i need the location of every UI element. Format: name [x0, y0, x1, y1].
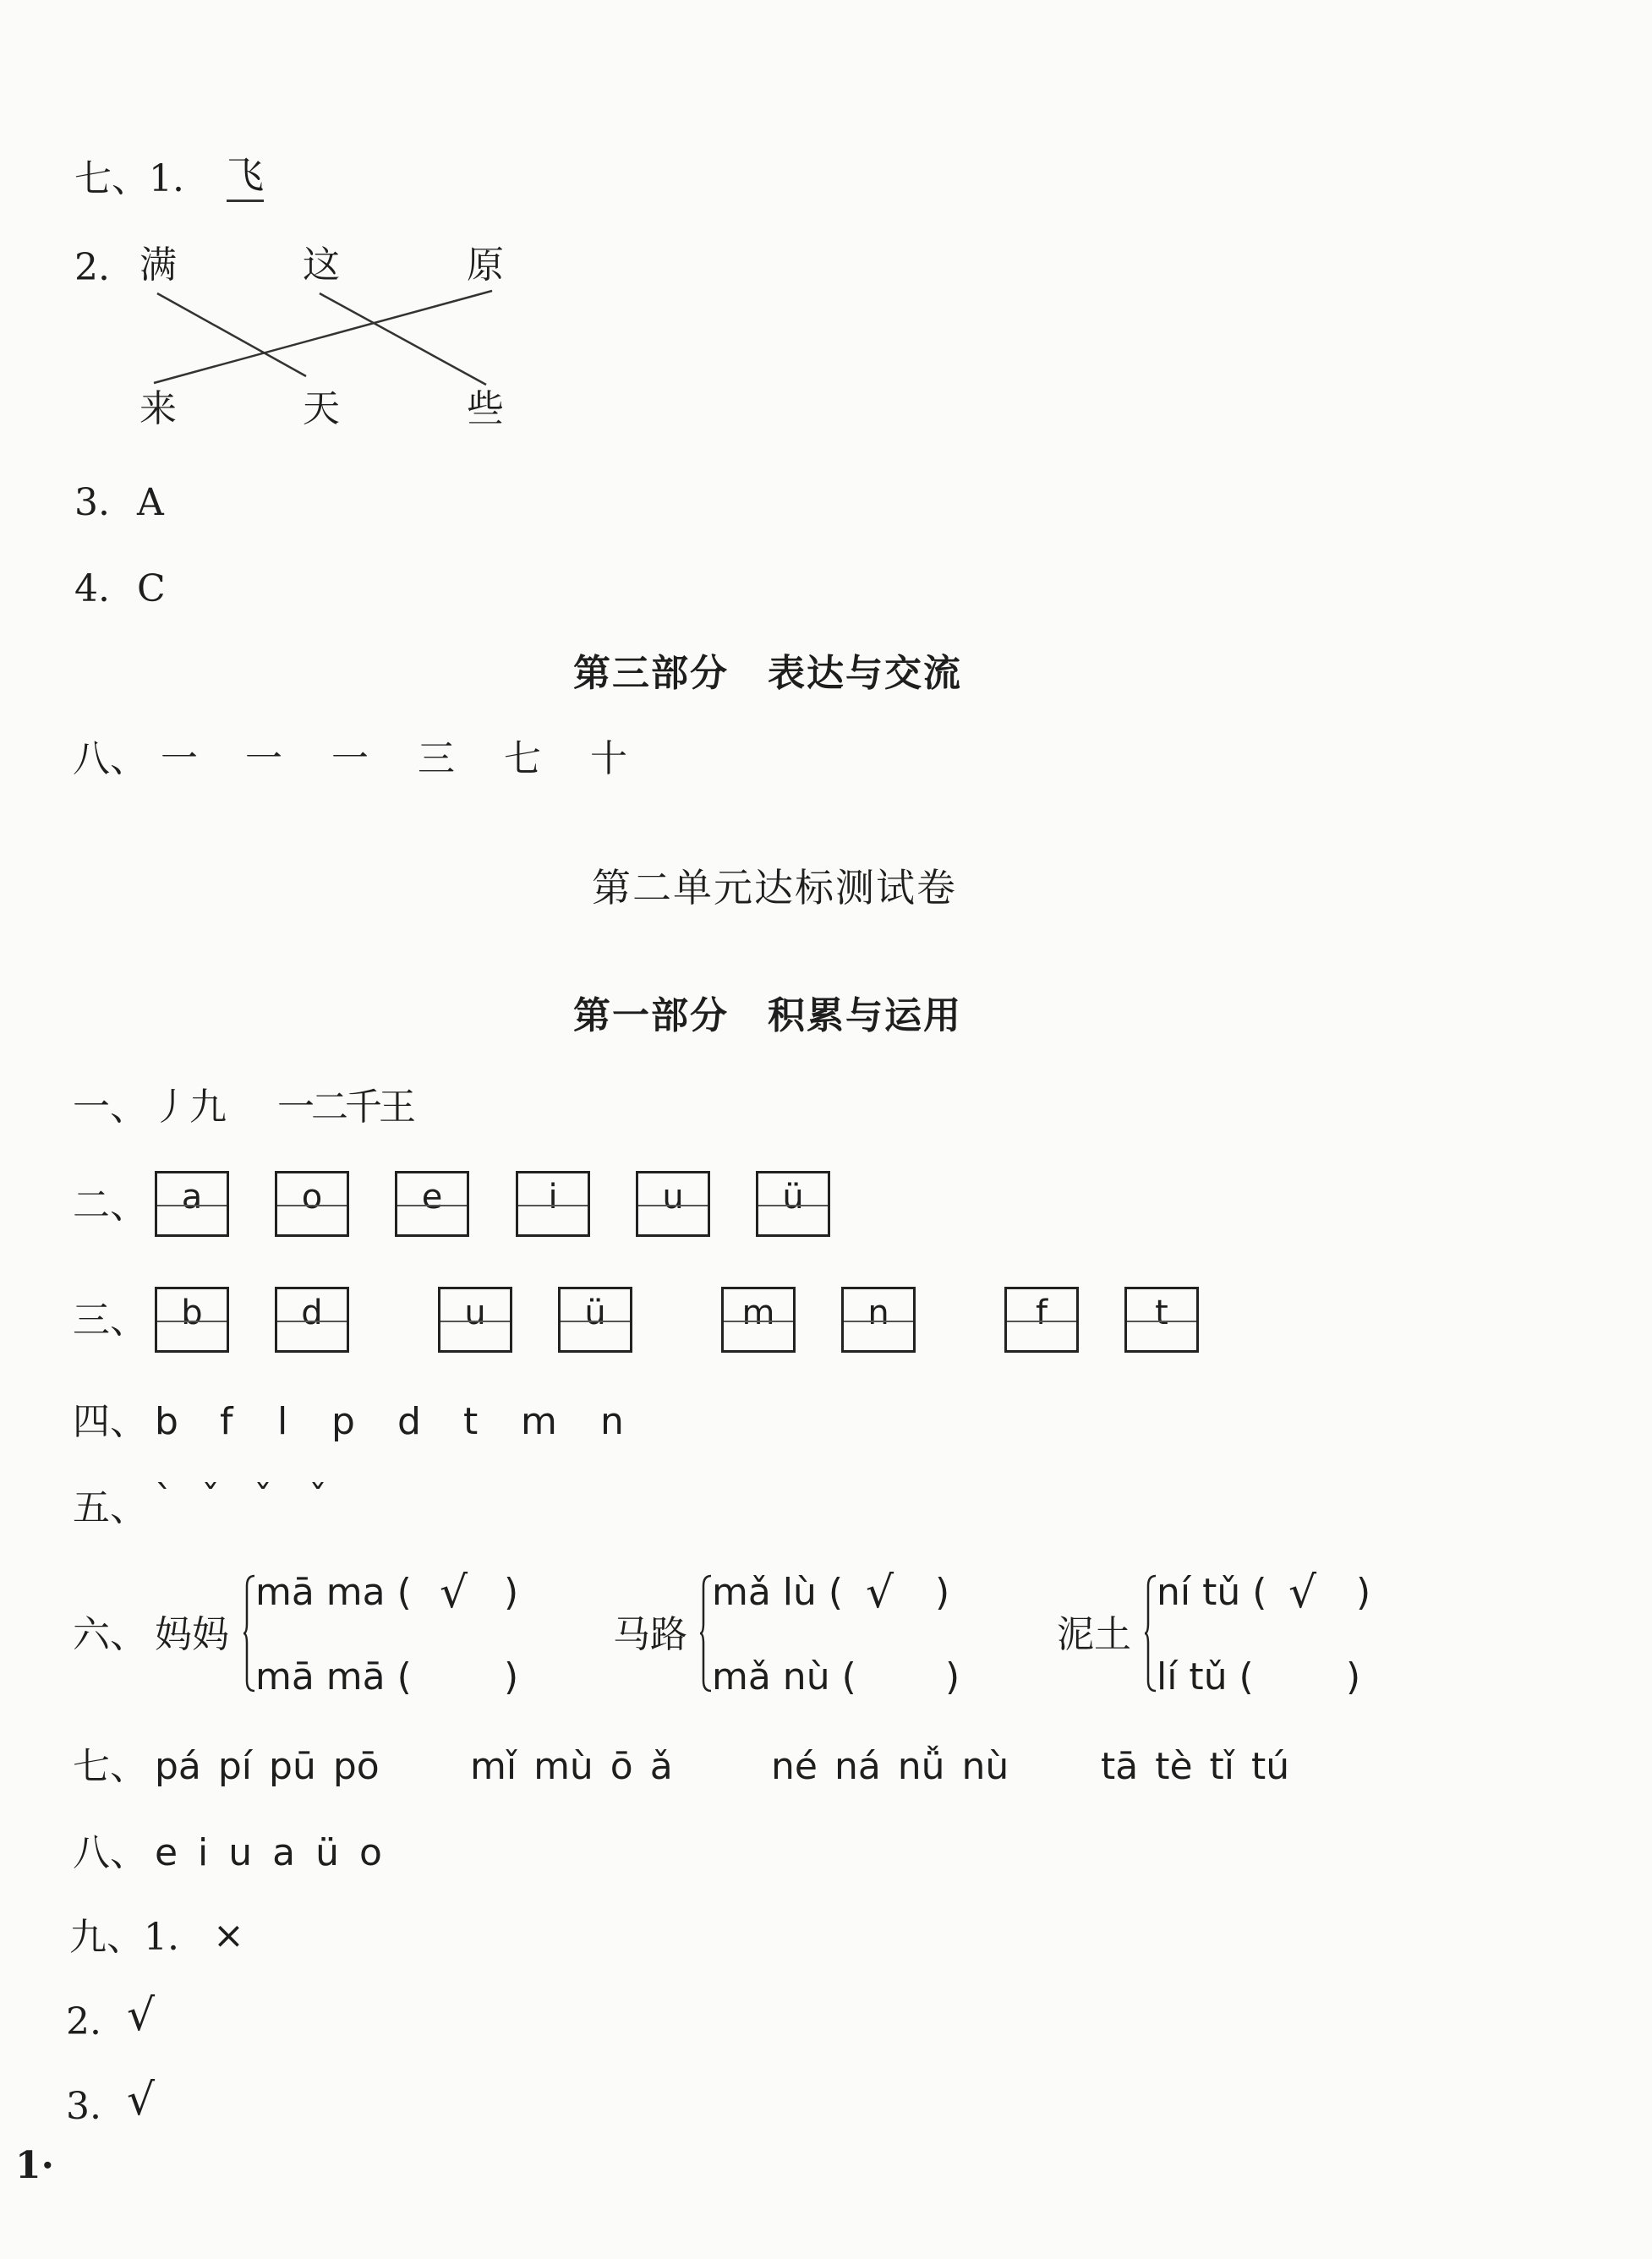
q6-3-option-1: ní tǔ ( — [1157, 1571, 1267, 1614]
q7-3-number: 3. — [74, 481, 110, 524]
q7-2-number: 2. — [74, 246, 110, 289]
q5-mark-4: ˇ — [309, 1478, 327, 1521]
q4-item-2: f — [220, 1400, 233, 1443]
q2-box-5: u — [636, 1171, 710, 1237]
q2-box-4: i — [516, 1171, 590, 1237]
q7-2-bottom-2: 天 — [303, 387, 340, 430]
q6-word-2: 马路 — [613, 1613, 687, 1656]
q6-3-close-2: ) — [1346, 1655, 1361, 1698]
q8-top-item-5: 七 — [504, 737, 541, 780]
q4-item-4: p — [331, 1400, 355, 1443]
q4-label: 四、 — [73, 1400, 147, 1443]
q7-1-answer: 飞 — [227, 157, 264, 202]
q6-3-close-1: ) — [1356, 1571, 1371, 1614]
q5-mark-2: ˇ — [201, 1478, 220, 1521]
q6-1-option-2: mā mā ( — [255, 1655, 412, 1698]
q7-4-answer: C — [137, 567, 166, 610]
q8-top-item-4: 三 — [418, 737, 455, 780]
q8-top-label: 八、 — [73, 737, 147, 780]
match-line-1 — [157, 293, 306, 376]
q6-label: 六、 — [73, 1613, 147, 1656]
q2-box-2: o — [275, 1171, 349, 1237]
q7b-group-1: pá pí pū pō — [155, 1745, 380, 1788]
q3-box-5: m — [721, 1287, 796, 1353]
q4-item-7: m — [521, 1400, 557, 1443]
q3-box-4: ü — [558, 1287, 632, 1353]
part1-title: 第一部分 积累与运用 — [573, 994, 962, 1037]
q6-2-option-2: mǎ nù ( — [712, 1655, 856, 1698]
q8-label: 八、 — [73, 1831, 147, 1874]
q3-box-2: d — [275, 1287, 349, 1353]
q6-brace-1 — [243, 1574, 255, 1693]
q3-label: 三、 — [73, 1299, 147, 1342]
q7-4-number: 4. — [74, 567, 110, 610]
q6-brace-2 — [700, 1574, 712, 1693]
q8-top-item-3: 一 — [331, 737, 369, 780]
q7-3-answer: A — [137, 481, 164, 524]
q4-item-8: n — [600, 1400, 624, 1443]
q6-1-mark-1: √ — [440, 1567, 468, 1618]
q6-2-close-1: ) — [935, 1571, 950, 1614]
q5-label: 五、 — [73, 1486, 147, 1529]
q2-box-3: e — [395, 1171, 469, 1237]
q6-word-1: 妈妈 — [155, 1613, 229, 1656]
unit-title: 第二单元达标测试卷 — [592, 865, 957, 911]
q5-mark-3: ˇ — [254, 1478, 272, 1521]
q6-2-mark-1: √ — [866, 1567, 894, 1618]
q6-2-close-2: ) — [945, 1655, 960, 1698]
q5-mark-1: ˋ — [155, 1478, 173, 1521]
q9-3-number: 3. — [66, 2085, 101, 2128]
q7-2-top-2: 这 — [303, 243, 340, 287]
q7b-label: 七、 — [73, 1745, 147, 1788]
q7-label: 七、1. — [74, 157, 184, 200]
part3-title: 第三部分 表达与交流 — [573, 652, 962, 695]
q7b-group-3: né ná nǚ nù — [771, 1745, 1009, 1788]
match-line-3 — [154, 291, 492, 383]
q6-3-mark-1: √ — [1288, 1567, 1317, 1618]
q2-box-1: a — [155, 1171, 229, 1237]
q3-box-6: n — [841, 1287, 916, 1353]
q4-item-5: d — [397, 1400, 421, 1443]
q9-label: 九、1. — [69, 1916, 179, 1959]
q6-1-close-1: ) — [504, 1571, 519, 1614]
q9-1-answer: × — [213, 1914, 244, 1957]
q3-box-8: t — [1124, 1287, 1199, 1353]
q6-1-option-1: mā ma ( — [255, 1571, 412, 1614]
q3-box-3: u — [438, 1287, 512, 1353]
q4-item-1: b — [155, 1400, 178, 1443]
q6-2-option-1: mǎ lù ( — [712, 1571, 844, 1614]
q3-box-1: b — [155, 1287, 229, 1353]
q7b-group-2: mǐ mù ō ǎ — [470, 1745, 673, 1788]
q7-2-bottom-1: 来 — [139, 387, 177, 430]
q1-label: 一、 — [73, 1086, 147, 1129]
q4-item-3: l — [277, 1400, 288, 1443]
q8-top-item-2: 一 — [245, 737, 282, 780]
q8-top-item-1: 一 — [161, 737, 198, 780]
q2-label: 二、 — [73, 1184, 147, 1227]
q8-top-item-6: 十 — [590, 737, 627, 780]
q6-3-option-2: lí tǔ ( — [1157, 1655, 1254, 1698]
q6-brace-3 — [1145, 1574, 1157, 1693]
page-number: 1· — [15, 2144, 54, 2187]
q1-strokes-a: 丿九 — [152, 1086, 227, 1129]
q3-box-7: f — [1004, 1287, 1079, 1353]
q9-2-number: 2. — [66, 2000, 101, 2043]
q7-2-top-1: 满 — [139, 243, 177, 287]
q6-1-close-2: ) — [504, 1655, 519, 1698]
q2-box-6: ü — [756, 1171, 830, 1237]
match-line-2 — [320, 293, 486, 385]
q9-2-answer: √ — [127, 1990, 156, 2041]
q7-2-bottom-3: 些 — [467, 387, 504, 430]
q7b-group-4: tā tè tǐ tú — [1101, 1745, 1290, 1788]
q6-word-3: 泥土 — [1057, 1613, 1131, 1656]
q8-items: e i u a ü o — [155, 1831, 382, 1874]
q9-3-answer: √ — [127, 2075, 156, 2125]
q1-strokes-b: 一二千王 — [277, 1086, 413, 1129]
q7-2-top-3: 原 — [467, 243, 504, 287]
q4-item-6: t — [463, 1400, 479, 1443]
